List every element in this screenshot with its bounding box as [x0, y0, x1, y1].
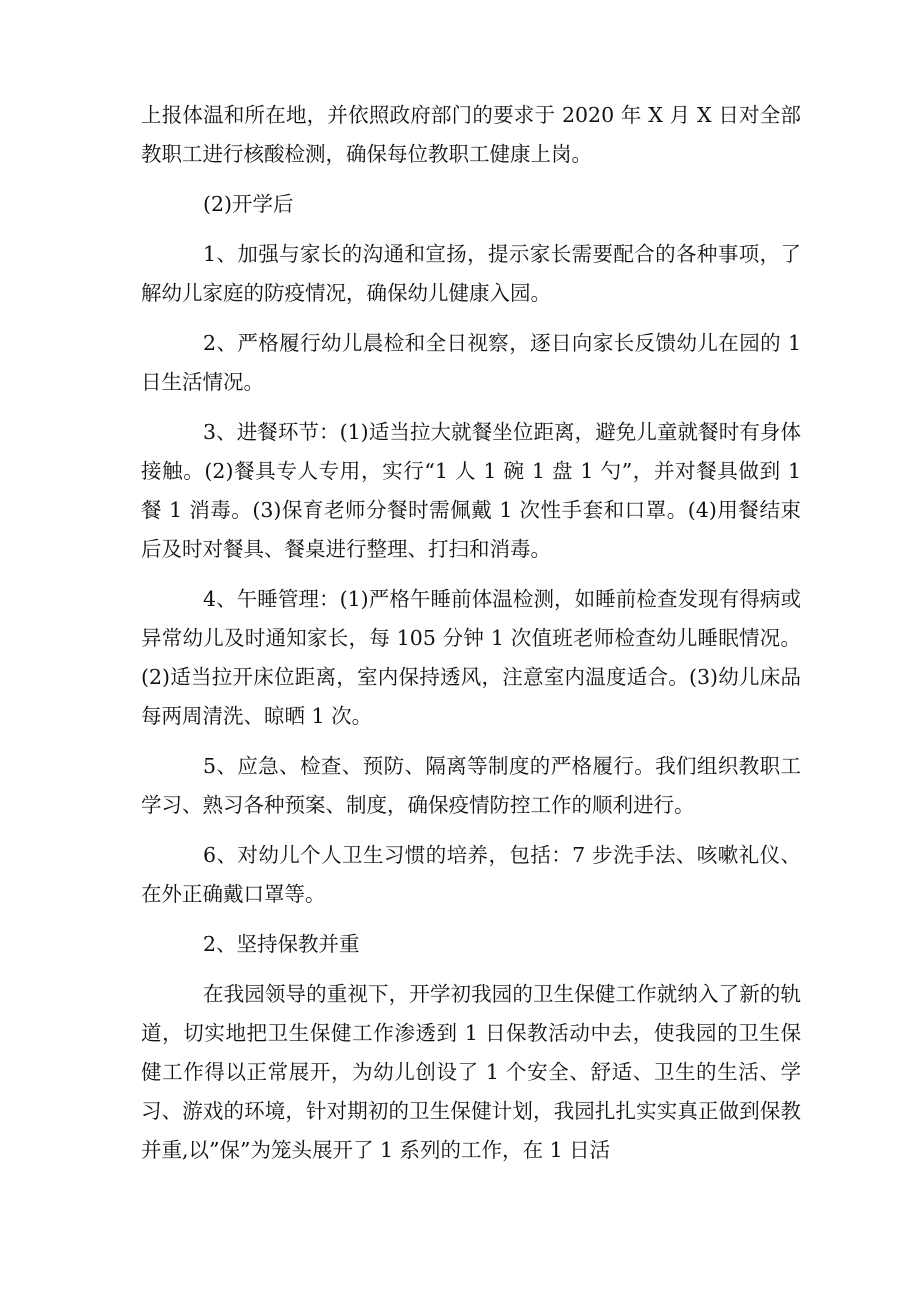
document-body: [141, 96, 801, 1181]
paragraph-item-4: 4、午睡管理：(1)严格午睡前体温检测，如睡前检查发现有得病或异常幼儿及时通知家长，每 105 分钟 1 次值班老师检查幼儿睡眠情况。(2)适当拉开床位距离，室内保持透风，注意室内温度适合。(3)幼儿床品每两周清洗、晾晒 1 次。: [141, 587, 801, 728]
paragraph-item-3: 3、进餐环节：(1)适当拉大就餐坐位距离，避免儿童就餐时有身体接触。(2)餐具专人专用，实行“1 人 1 碗 1 盘 1 勺”，并对餐具做到 1 餐 1 消毒。(3)保育老师分餐时需佩戴 1 次性手套和口罩。(4)用餐结束后及时对餐具、餐桌进行整理、打扫和消毒。: [141, 420, 801, 561]
paragraph-item-6: 6、对幼儿个人卫生习惯的培养，包括：7 步洗手法、咳嗽礼仪、在外正确戴口罩等。: [141, 843, 801, 906]
section-heading-care-and-education: 2、坚持保教并重: [203, 932, 360, 956]
paragraph-item-5: 5、应急、检查、预防、隔离等制度的严格履行。我们组织教职工学习、熟习各种预案、制度，确保疫情防控工作的顺利进行。: [141, 754, 801, 817]
paragraph-item-2: 2、严格履行幼儿晨检和全日视察，逐日向家长反馈幼儿在园的 1 日生活情况。: [141, 331, 801, 394]
paragraph-continuation: 上报体温和所在地，并依照政府部门的要求于 2020 年 X 月 X 日对全部教职工进行核酸检测，确保每位教职工健康上岗。: [141, 103, 801, 166]
paragraph-subheading-after-school-start: (2)开学后: [203, 192, 294, 216]
paragraph-item-1: 1、加强与家长的沟通和宣扬，提示家长需要配合的各种事项，了解幼儿家庭的防疫情况，确保幼儿健康入园。: [141, 242, 801, 305]
paragraph-body-text: 在我园领导的重视下，开学初我园的卫生保健工作就纳入了新的轨道，切实地把卫生保健工作渗透到 1 日保教活动中去，使我园的卫生保健工作得以正常展开，为幼儿创设了 1 个安全、舒适、卫生的生活、学习、游戏的环境，针对期初的卫生保健计划，我园扎扎实实真正做到保教并重,以”保”为笼头展开了 1 系列的工作，在 1 日活: [141, 982, 801, 1162]
